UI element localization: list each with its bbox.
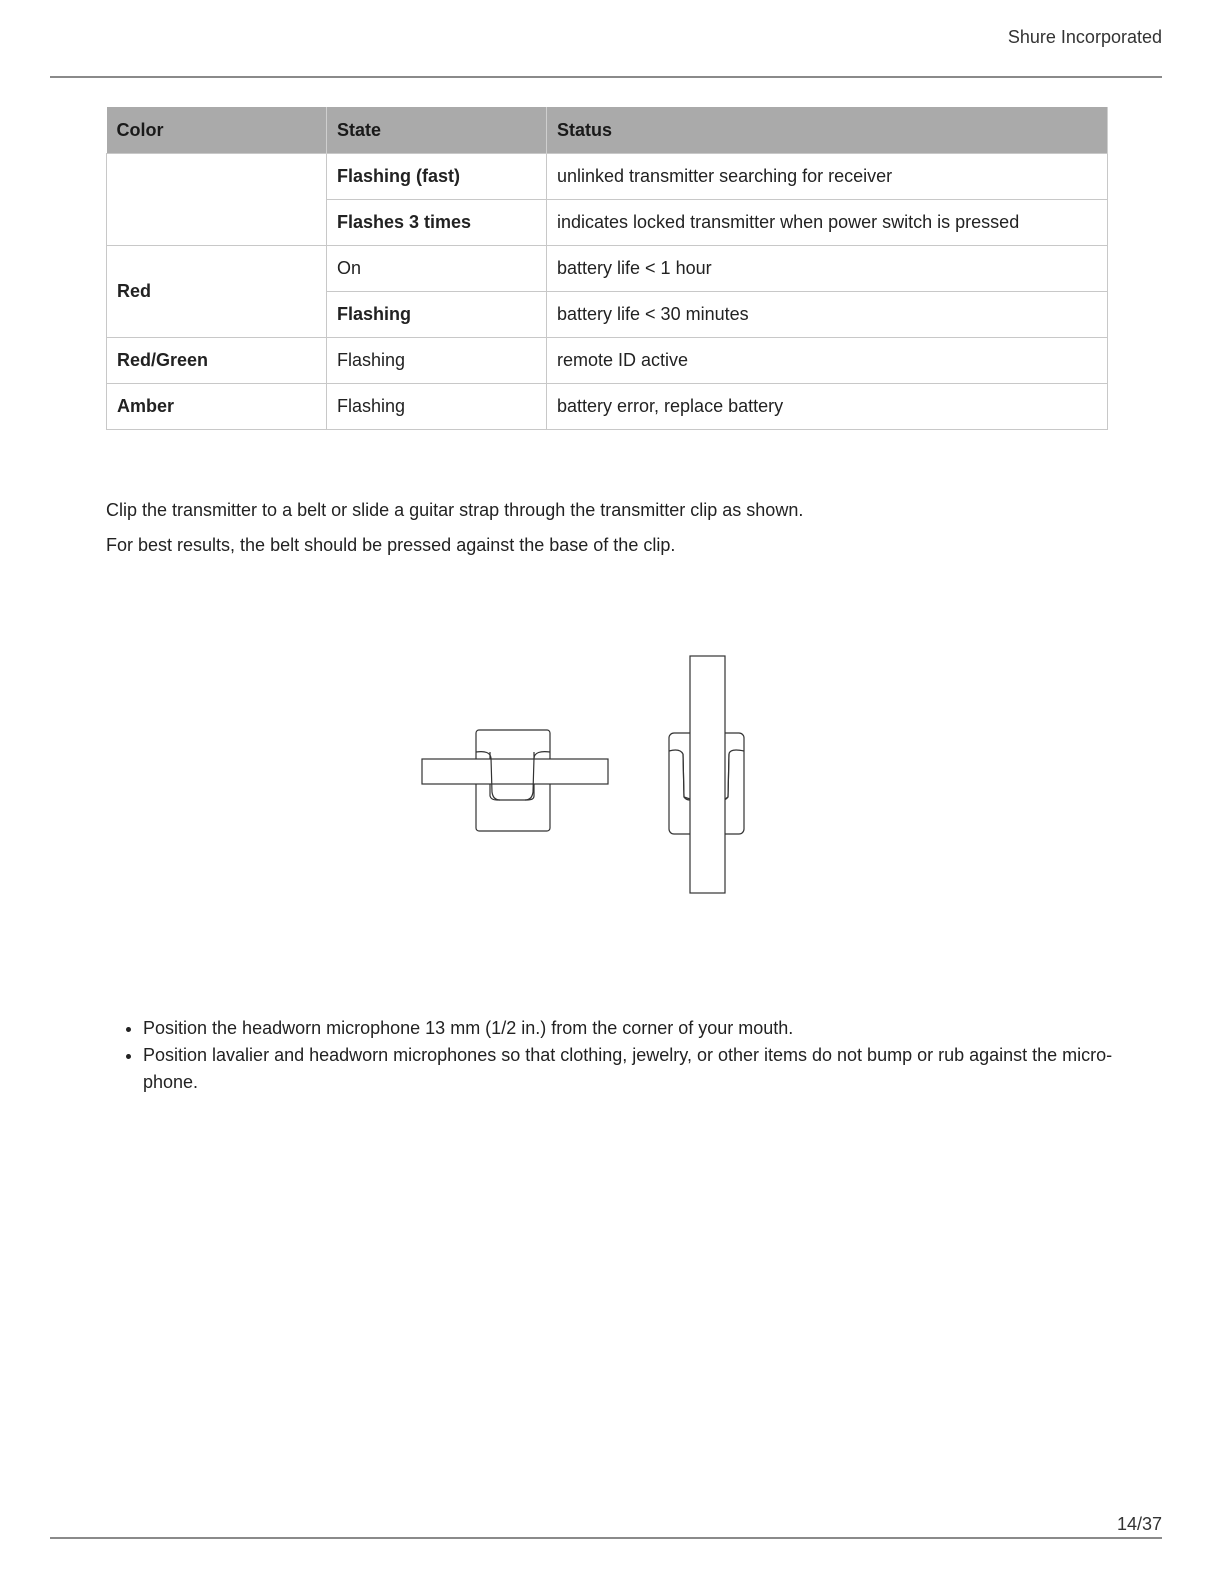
table-row: [107, 384, 1108, 430]
clip-belt-horizontal-icon: [422, 730, 608, 831]
header-divider: [50, 76, 1162, 78]
cell-state: On: [327, 246, 547, 292]
cell-status: remote ID active: [547, 338, 1108, 384]
cell-state: Flashing: [327, 384, 547, 430]
cell-status: battery error, replace battery: [547, 384, 1108, 430]
transmitter-clip-illustration: [400, 640, 800, 910]
cell-color: [107, 154, 327, 246]
list-item: • Position the headworn microphone 13 mm (1/2 in.) from the corner of your mouth.: [143, 1015, 1143, 1042]
cell-status: indicates locked transmitter when power switch is pressed: [547, 200, 1108, 246]
header-company-name: Shure Incorporated: [1007, 27, 1162, 47]
clip-strap-vertical-icon: [669, 656, 744, 893]
cell-state: Flashing: [327, 292, 547, 338]
led-status-table: [106, 107, 1108, 430]
cell-color: Amber: [107, 384, 327, 430]
column-header-state: State: [327, 107, 547, 154]
page-number: 14/37: [1116, 1514, 1162, 1534]
table-header-row: [107, 107, 1108, 154]
cell-status: unlinked transmitter searching for receiver: [547, 154, 1108, 200]
table-row: [107, 154, 1108, 200]
column-header-status: Status: [547, 107, 1108, 154]
cell-status: battery life < 1 hour: [547, 246, 1108, 292]
column-header-color: Color: [107, 107, 327, 154]
table-row: [107, 338, 1108, 384]
list-item: • Position lavalier and headworn microphones so that clothing, jewelry, or other items do not bump or rub against the micro-phone.: [143, 1042, 1143, 1096]
table-row: [107, 246, 1108, 292]
mic-placement-notes: [106, 1015, 1143, 1096]
cell-state: Flashing: [327, 338, 547, 384]
cell-color: Red/Green: [107, 338, 327, 384]
cell-color: Red: [107, 246, 327, 338]
cell-state: Flashing (fast): [327, 154, 547, 200]
footer-divider: [50, 1537, 1162, 1539]
belt-tip-text: For best results, the belt should be pressed against the base of the clip.: [106, 535, 676, 555]
clip-instruction-text: Clip the transmitter to a belt or slide a guitar strap through the transmitter clip as shown.: [106, 500, 804, 520]
cell-state: Flashes 3 times: [327, 200, 547, 246]
cell-status: battery life < 30 minutes: [547, 292, 1108, 338]
